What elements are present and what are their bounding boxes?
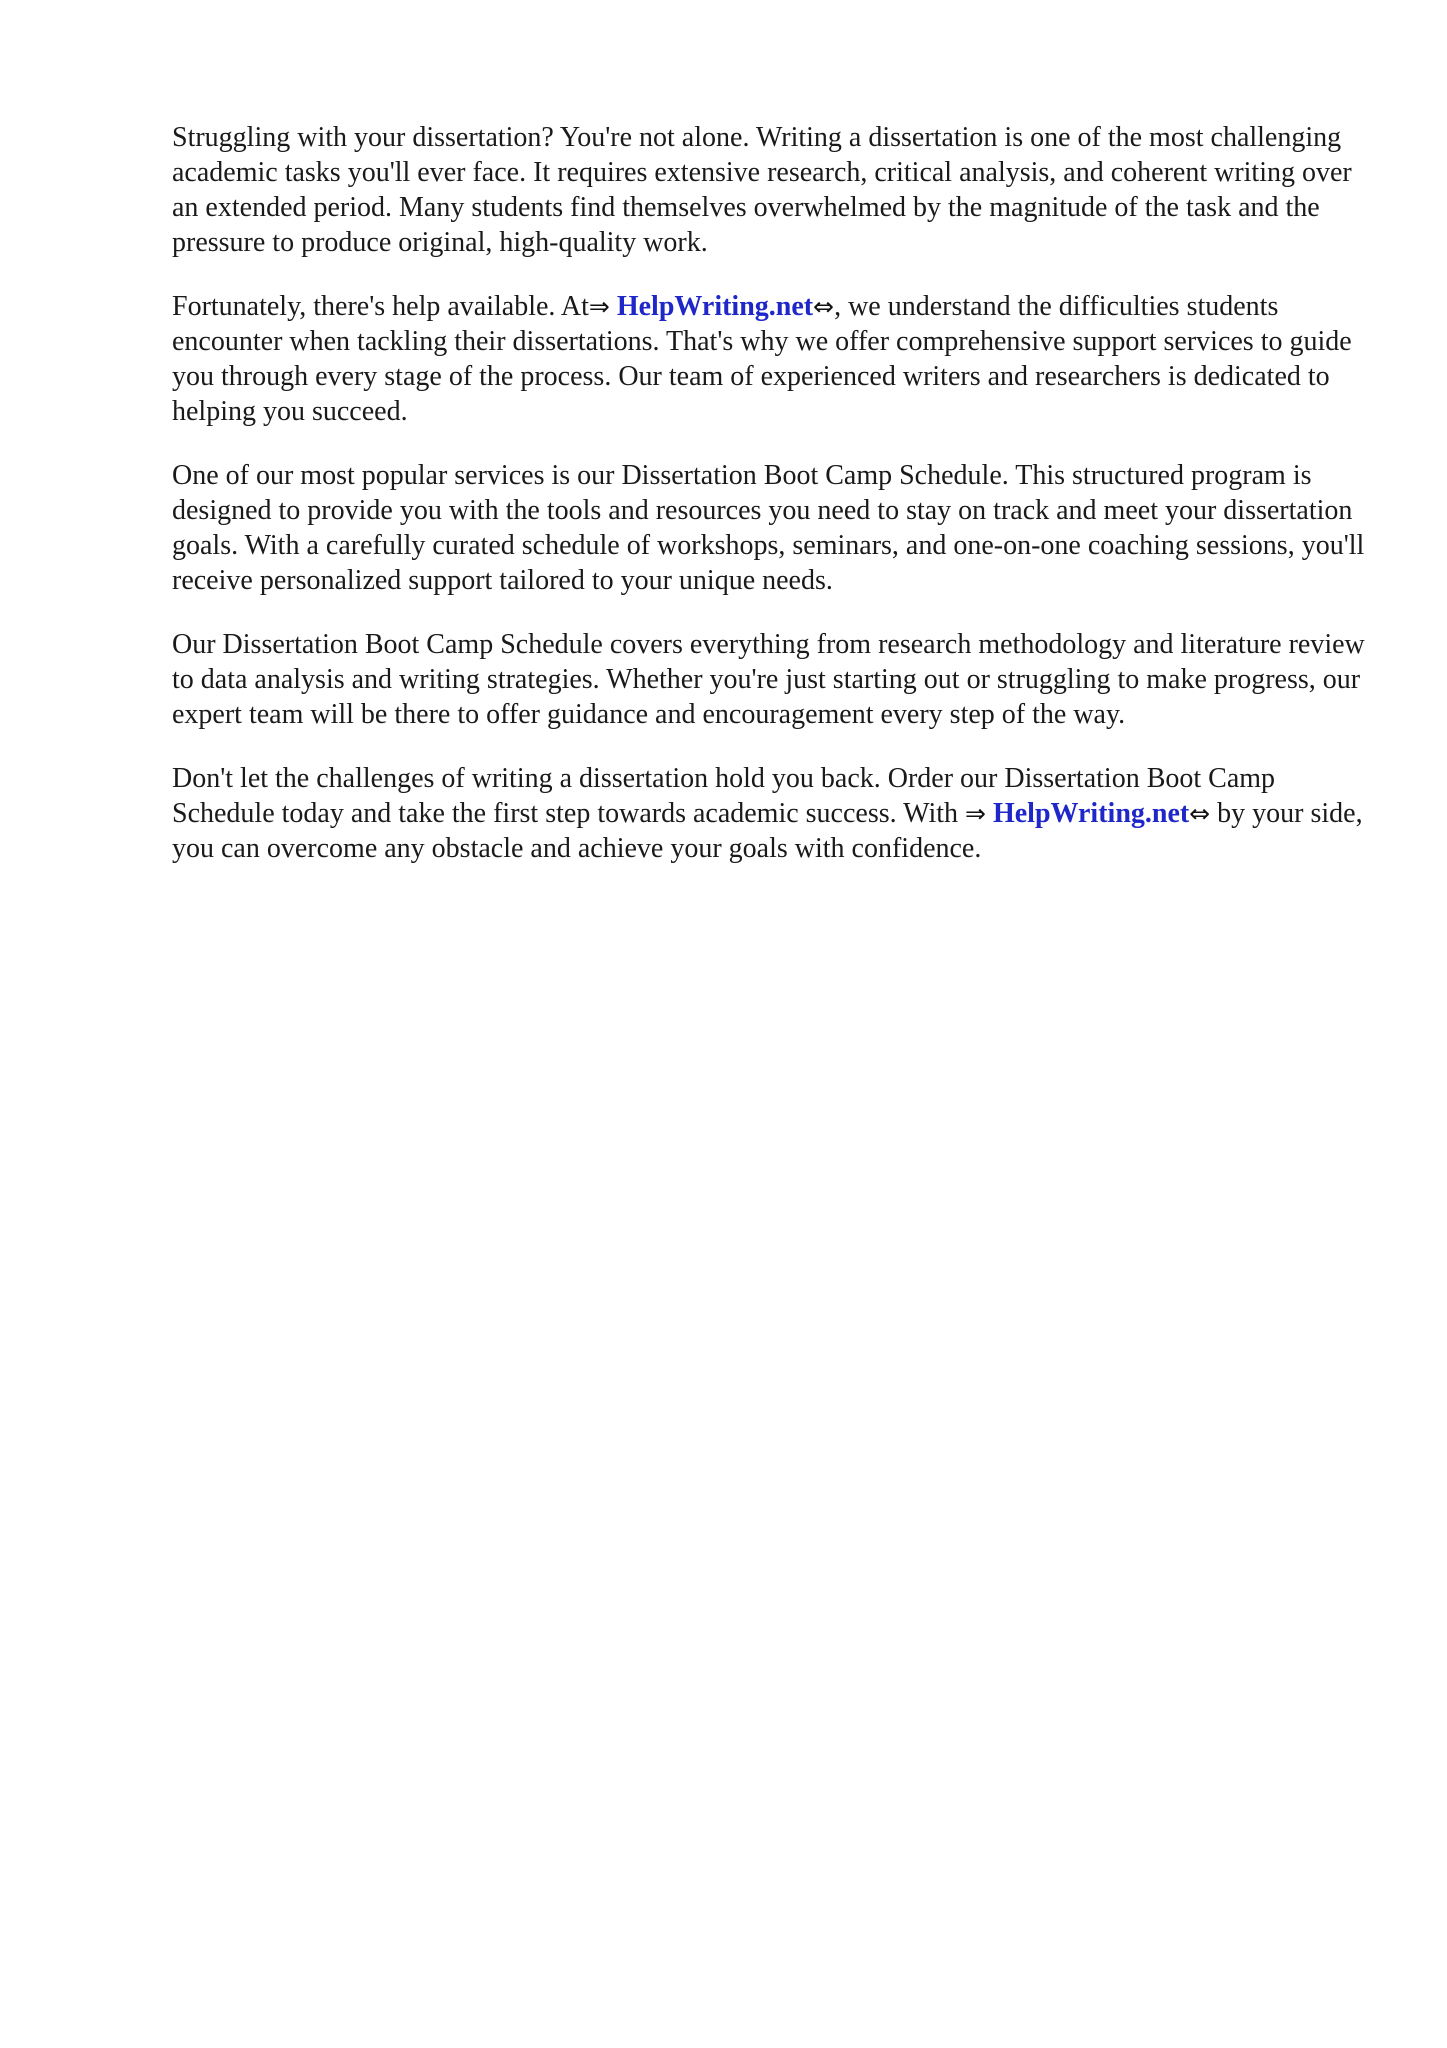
- left-right-double-arrow-icon: ⇔: [813, 292, 835, 321]
- paragraph-coverage: Our Dissertation Boot Camp Schedule covers everything from research methodology and literature review to data analysis and writing strategies. Whether you're just starting out or struggling to make progress, our expert team will be there to offer guidance and encouragement every step of the way.: [172, 629, 1365, 730]
- paragraph-intro: Struggling with your dissertation? You're not alone. Writing a dissertation is one of the most challenging academic tasks you'll ever face. It requires extensive research, critical analysis, and coherent writing over an extended period. Many students find themselves overwhelmed by the magnitude of the task and the pressure to produce original, high-quality work.: [172, 122, 1352, 258]
- helpwriting-link[interactable]: HelpWriting.net: [616, 291, 814, 322]
- left-right-double-arrow-icon: ⇔: [1189, 799, 1211, 828]
- paragraph-boot-camp: One of our most popular services is our Dissertation Boot Camp Schedule. This structured program is designed to provide you with the tools and resources you need to stay on track and meet your dissertation goals. With a carefully curated schedule of workshops, seminars, and one-on-one coaching sessions, you'll receive personalized support tailored to your unique needs.: [172, 460, 1365, 596]
- right-double-arrow-icon: ⇒: [965, 799, 986, 828]
- helpwriting-link[interactable]: HelpWriting.net: [992, 798, 1190, 829]
- document-body: [172, 120, 1382, 895]
- paragraph-text: Fortunately, there's help available. At: [172, 291, 589, 322]
- paragraph-call-to-action: [172, 761, 1382, 866]
- paragraph-help-available: [172, 289, 1382, 429]
- right-double-arrow-icon: ⇒: [588, 292, 610, 321]
- paragraph-text: Don't let the challenges of writing a dissertation hold you back. Order our Dissertation Boot Camp Schedule today and take the first step towards academic success. With: [172, 763, 1276, 829]
- paragraph-text: by your side, you can overcome any obstacle and achieve your goals with confidence.: [172, 798, 1363, 864]
- paragraph-text: , we understand the difficulties students encounter when tackling their dissertations. That's why we offer comprehensive support services to guide you through every stage of the process. Our team of experienced writers and researchers is dedicated to helping you succeed.: [172, 291, 1352, 427]
